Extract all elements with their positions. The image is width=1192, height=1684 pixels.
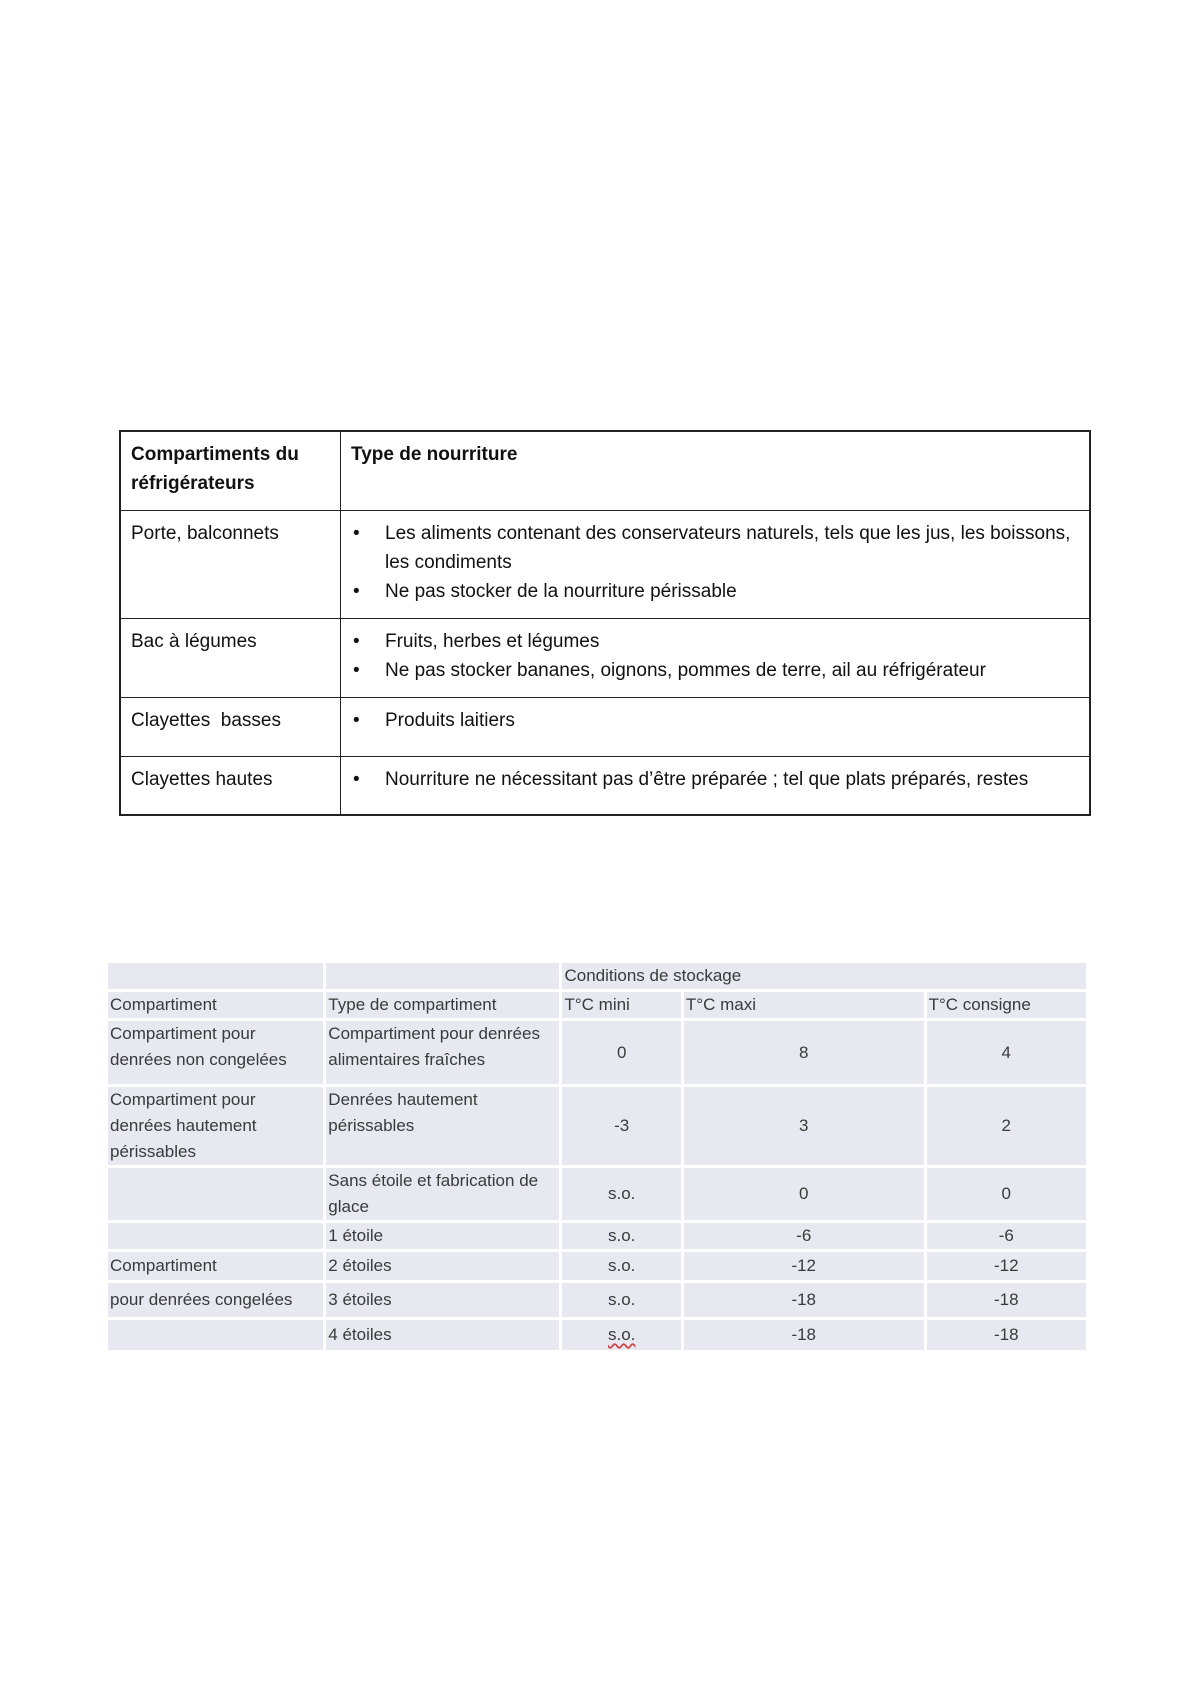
compartment-cell: Bac à légumes: [120, 619, 341, 698]
header-compartment: Compartiment: [108, 992, 323, 1018]
temp-max-cell: 0: [684, 1168, 924, 1220]
food-list: [351, 519, 1079, 606]
temp-max-cell: 8: [684, 1021, 924, 1084]
food-list: [351, 627, 1079, 685]
compartment-cell: pour denrées congelées: [108, 1283, 323, 1317]
group-header-row: [108, 963, 1086, 989]
table-row: [108, 1252, 1086, 1280]
header-temp-min: T°C mini: [562, 992, 680, 1018]
temp-set-cell: -6: [927, 1223, 1086, 1249]
compartment-cell: Compartiment: [108, 1252, 323, 1280]
temp-min-cell: s.o.: [562, 1252, 680, 1280]
table-row: [120, 511, 1090, 619]
table-row: [108, 1087, 1086, 1165]
table-row: [120, 619, 1090, 698]
compartment-cell: Clayettes basses: [120, 698, 341, 757]
temp-set-cell: 0: [927, 1168, 1086, 1220]
compartment-cell: Compartiment pour denrées non congelées: [108, 1021, 323, 1084]
temp-set-cell: 4: [927, 1021, 1086, 1084]
temp-set-cell: -12: [927, 1252, 1086, 1280]
temp-set-cell: -18: [927, 1283, 1086, 1317]
compartment-cell: Porte, balconnets: [120, 511, 341, 619]
type-cell: 3 étoiles: [326, 1283, 559, 1317]
header-food-type: Type de nourriture: [341, 431, 1091, 511]
compartment-cell: [108, 1223, 323, 1249]
header-temp-set: T°C consigne: [927, 992, 1086, 1018]
type-cell: 4 étoiles: [326, 1320, 559, 1350]
type-cell: Denrées hautement périssables: [326, 1087, 559, 1165]
temp-min-cell: -3: [562, 1087, 680, 1165]
table-header-row: [120, 431, 1090, 511]
temp-set-cell: -18: [927, 1320, 1086, 1350]
compartments-table: [119, 430, 1091, 816]
temp-max-cell: 3: [684, 1087, 924, 1165]
table-row: [108, 1021, 1086, 1084]
food-list: [351, 765, 1079, 794]
food-type-cell: [341, 511, 1091, 619]
compartment-cell: Compartiment pour denrées hautement périssables: [108, 1087, 323, 1165]
type-cell: Compartiment pour denrées alimentaires fraîches: [326, 1021, 559, 1084]
temp-set-cell: 2: [927, 1087, 1086, 1165]
table-row: [120, 757, 1090, 816]
table-row: [108, 1283, 1086, 1317]
list-item: • Les aliments contenant des conservateurs naturels, tels que les jus, les boissons, les condiments: [353, 523, 1071, 573]
food-type-cell: [341, 698, 1091, 757]
temp-max-cell: -6: [684, 1223, 924, 1249]
temp-min-cell: 0: [562, 1021, 680, 1084]
list-item: • Produits laitiers: [353, 710, 515, 731]
type-cell: 2 étoiles: [326, 1252, 559, 1280]
compartment-cell: [108, 1320, 323, 1350]
temp-min-cell: s.o.: [562, 1320, 680, 1350]
header-compartment-type: Type de compartiment: [326, 992, 559, 1018]
table-row: [120, 698, 1090, 757]
compartment-cell: Clayettes hautes: [120, 757, 341, 816]
list-item: • Fruits, herbes et légumes: [353, 631, 600, 652]
list-item: • Nourriture ne nécessitant pas d’être préparée ; tel que plats préparés, restes: [353, 769, 1029, 790]
type-cell: 1 étoile: [326, 1223, 559, 1249]
header-compartments: Compartiments du réfrigérateurs: [120, 431, 341, 511]
storage-conditions-table: [105, 960, 1089, 1353]
compartment-cell: [108, 1168, 323, 1220]
food-list: [351, 706, 1079, 735]
temp-min-cell: s.o.: [562, 1283, 680, 1317]
list-item: • Ne pas stocker de la nourriture périssable: [353, 581, 737, 602]
group-header: Conditions de stockage: [562, 963, 1086, 989]
table-row: [108, 1223, 1086, 1249]
temp-max-cell: -12: [684, 1252, 924, 1280]
food-type-cell: [341, 757, 1091, 816]
list-item: • Ne pas stocker bananes, oignons, pommes de terre, ail au réfrigérateur: [353, 660, 986, 681]
table-header-row: [108, 992, 1086, 1018]
temp-max-cell: -18: [684, 1320, 924, 1350]
temp-min-cell: s.o.: [562, 1223, 680, 1249]
table-row: [108, 1168, 1086, 1220]
table-row: [108, 1320, 1086, 1350]
temp-min-cell: s.o.: [562, 1168, 680, 1220]
type-cell: Sans étoile et fabrication de glace: [326, 1168, 559, 1220]
temp-max-cell: -18: [684, 1283, 924, 1317]
food-type-cell: [341, 619, 1091, 698]
header-temp-max: T°C maxi: [684, 992, 924, 1018]
